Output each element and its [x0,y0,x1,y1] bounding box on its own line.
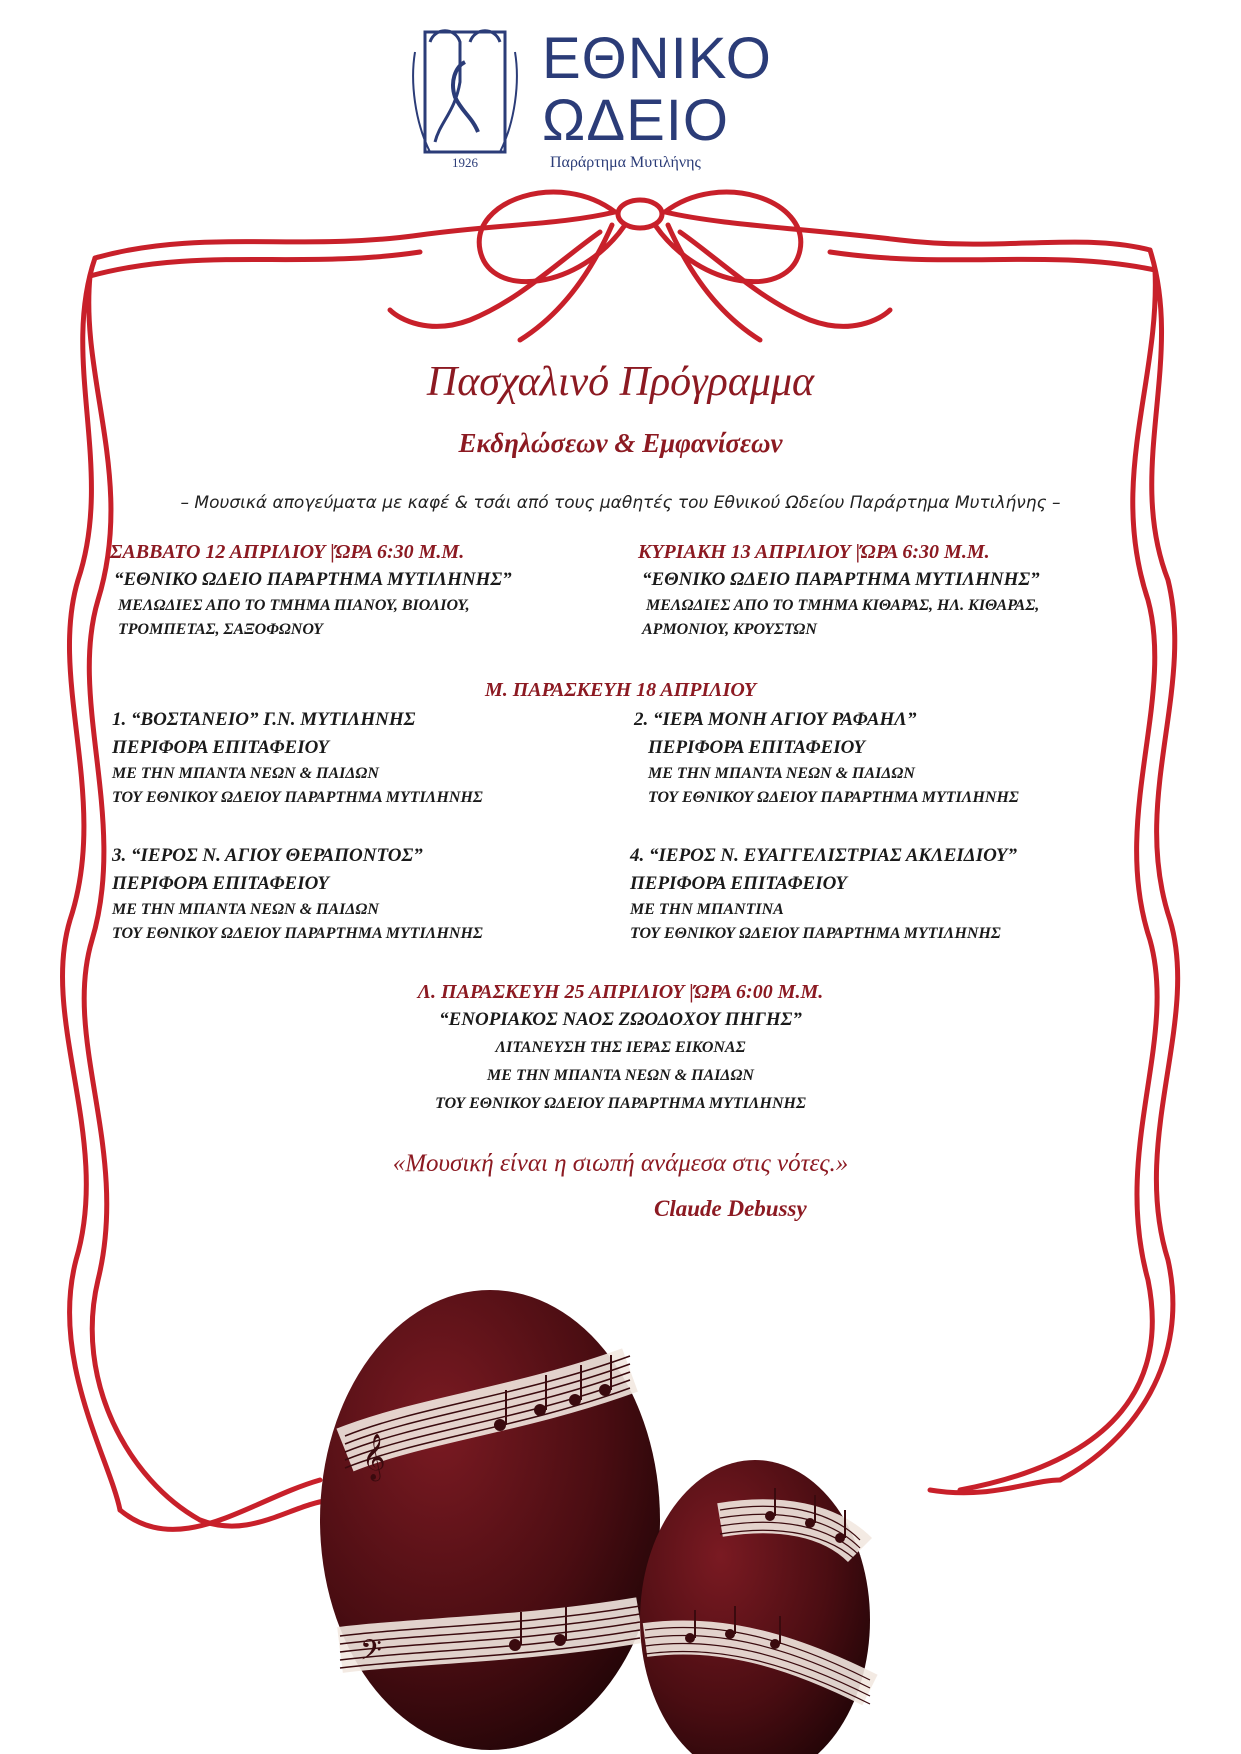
item-venue: 3. “ΙΕΡΟΣ Ν. ΑΓΙΟΥ ΘΕΡΑΠΟΝΤΟΣ” [112,845,423,866]
easter-eggs-image [300,1220,960,1754]
event-easter-friday [0,978,1241,1118]
event-sunday [638,538,1040,642]
item-line: ΠΕΡΙΦΟΡΑ ΕΠΙΤΑΦΕΙΟΥ [630,873,847,894]
item-line: ΤΟΥ ΕΘΝΙΚΟΥ ΩΔΕΙΟΥ ΠΑΡΑΡΤΗΜΑ ΜΥΤΙΛΗΝΗΣ [630,925,1001,942]
svg-text:𝄢: 𝄢 [360,1634,382,1674]
item-line: ΤΟΥ ΕΘΝΙΚΟΥ ΩΔΕΙΟΥ ΠΑΡΑΡΤΗΜΑ ΜΥΤΙΛΗΝΗΣ [112,925,483,942]
svg-text:𝄞: 𝄞 [362,1434,386,1480]
logo-subtitle: Παράρτημα Μυτιλήνης [550,154,701,171]
event-header: ΣΑΒΒΑΤΟ 12 ΑΠΡΙΛΙΟΥ |ΏΡΑ 6:30 Μ.Μ. [110,541,465,563]
page-subtitle: Εκδηλώσεων & Εμφανίσεων [458,428,783,458]
event-line: ΤΟΥ ΕΘΝΙΚΟΥ ΩΔΕΙΟΥ ΠΑΡΑΡΤΗΜΑ ΜΥΤΙΛΗΝΗΣ [435,1095,806,1112]
conservatory-logo [410,22,830,182]
item-line: ΤΟΥ ΕΘΝΙΚΟΥ ΩΔΕΙΟΥ ΠΑΡΑΡΤΗΜΑ ΜΥΤΙΛΗΝΗΣ [648,789,1019,806]
event-line: ΜΕ ΤΗΝ ΜΠΑΝΤΑ ΝΕΩΝ & ΠΑΙΔΩΝ [487,1067,754,1084]
event-header: ΚΥΡΙΑΚΗ 13 ΑΠΡΙΛΙΟΥ |ΏΡΑ 6:30 Μ.Μ. [638,541,990,563]
good-friday-item-3 [112,842,483,946]
good-friday-item-2 [634,706,1019,810]
event-venue: “ΕΘΝΙΚΟ ΩΔΕΙΟ ΠΑΡΑΡΤΗΜΑ ΜΥΤΙΛΗΝΗΣ” [642,569,1040,590]
lyre-emblem-icon [410,22,520,172]
emblem-year: 1926 [452,155,478,170]
event-line: ΜΕΛΩΔΙΕΣ ΑΠΟ ΤΟ ΤΜΗΜΑ ΠΙΑΝΟΥ, ΒΙΟΛΙΟΥ, [118,597,470,614]
event-line: ΜΕΛΩΔΙΕΣ ΑΠΟ ΤΟ ΤΜΗΜΑ ΚΙΘΑΡΑΣ, ΗΛ. ΚΙΘΑΡΑΣ, [646,597,1040,614]
event-line: ΤΡΟΜΠΕΤΑΣ, ΣΑΞΟΦΩΝΟΥ [118,621,323,638]
logo-title-line1: ΕΘΝΙΚΟ [542,26,772,91]
item-venue: 2. “ΙΕΡΑ ΜΟΝΗ ΑΓΙΟΥ ΡΑΦΑΗΛ” [634,709,917,730]
quote-author: Claude Debussy [654,1196,807,1221]
small-egg-icon [640,1460,870,1754]
event-header: Λ. ΠΑΡΑΣΚΕΥΗ 25 ΑΠΡΙΛΙΟΥ |ΏΡΑ 6:00 Μ.Μ. [417,981,824,1003]
item-line: ΜΕ ΤΗΝ ΜΠΑΝΤΑ ΝΕΩΝ & ΠΑΙΔΩΝ [112,765,379,782]
event-venue: “ΕΝΟΡΙΑΚΟΣ ΝΑΟΣ ΖΩΟΔΟΧΟΥ ΠΗΓΗΣ” [439,1009,802,1030]
large-egg-icon [320,1290,660,1750]
logo-title-line2: ΩΔΕΙΟ [542,88,730,153]
event-line: ΛΙΤΑΝΕΥΣΗ ΤΗΣ ΙΕΡΑΣ ΕΙΚΟΝΑΣ [495,1039,746,1056]
item-line: ΤΟΥ ΕΘΝΙΚΟΥ ΩΔΕΙΟΥ ΠΑΡΑΡΤΗΜΑ ΜΥΤΙΛΗΝΗΣ [112,789,483,806]
event-saturday [110,538,512,642]
debussy-quote: «Μουσική είναι η σιωπή ανάμεσα στις νότες.» [392,1150,849,1177]
event-venue: “ΕΘΝΙΚΟ ΩΔΕΙΟ ΠΑΡΑΡΤΗΜΑ ΜΥΤΙΛΗΝΗΣ” [114,569,512,590]
page-title: Πασχαλινό Πρόγραμμα [426,359,815,405]
item-line: ΜΕ ΤΗΝ ΜΠΑΝΤΑ ΝΕΩΝ & ΠΑΙΔΩΝ [112,901,379,918]
item-line: ΜΕ ΤΗΝ ΜΠΑΝΤΑ ΝΕΩΝ & ΠΑΙΔΩΝ [648,765,915,782]
good-friday-item-1 [112,706,483,810]
item-line: ΠΕΡΙΦΟΡΑ ΕΠΙΤΑΦΕΙΟΥ [648,737,865,758]
good-friday-item-4 [630,842,1017,946]
item-venue: 1. “ΒΟΣΤΑΝΕΙΟ” Γ.Ν. ΜΥΤΙΛΗΝΗΣ [112,709,416,730]
good-friday-header: Μ. ΠΑΡΑΣΚΕΥΗ 18 ΑΠΡΙΛΙΟΥ [484,679,757,701]
item-venue: 4. “ΙΕΡΟΣ Ν. ΕΥΑΓΓΕΛΙΣΤΡΙΑΣ ΑΚΛΕΙΔΙΟΥ” [630,845,1017,866]
logo-title [542,28,772,152]
item-line: ΠΕΡΙΦΟΡΑ ΕΠΙΤΑΦΕΙΟΥ [112,737,329,758]
intro-text: – Μουσικά απογεύματα με καφέ & τσάι από τους μαθητές του Εθνικού Ωδείου Παράρτημα Μυτιλήνης – [180,493,1061,513]
item-line: ΜΕ ΤΗΝ ΜΠΑΝΤΙΝΑ [630,901,784,918]
good-friday-header-block [0,676,1241,704]
item-line: ΠΕΡΙΦΟΡΑ ΕΠΙΤΑΦΕΙΟΥ [112,873,329,894]
event-line: ΑΡΜΟΝΙΟΥ, ΚΡΟΥΣΤΩΝ [642,621,817,638]
